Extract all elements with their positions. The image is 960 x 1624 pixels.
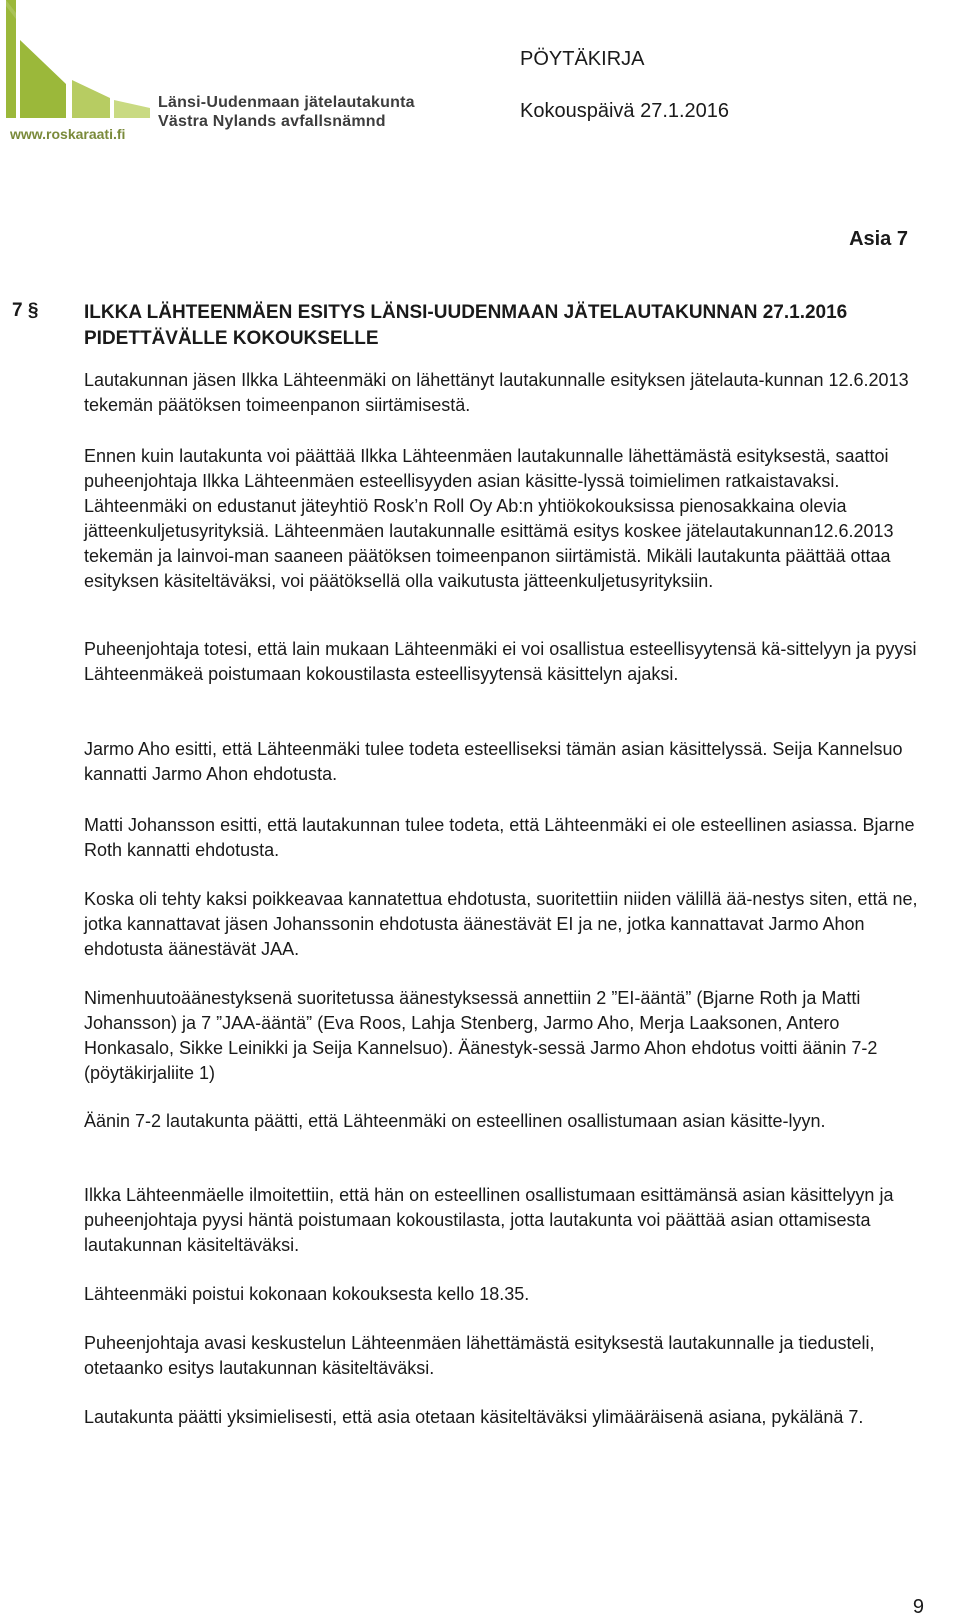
agenda-item-label: Asia 7 — [849, 228, 908, 250]
logo-website: www.roskaraati.fi — [10, 126, 126, 142]
paragraph: Lautakunnan jäsen Ilkka Lähteenmäki on lähettänyt lautakunnalle esityksen jätelauta-kunnan 12.6.2013 tekemän päätöksen toimeenpanon siirtämisestä. — [84, 370, 909, 415]
paragraph: Äänin 7-2 lautakunta päätti, että Lähteenmäki on esteellinen osallistumaan asian käsitte-lyyn. — [84, 1111, 826, 1131]
paragraph: Jarmo Aho esitti, että Lähteenmäki tulee todeta esteelliseksi tämän asian käsittelyssä. Seija Kannelsuo kannatti Jarmo Ahon ehdotusta. — [84, 739, 903, 784]
logo-name-swedish: Västra Nylands avfallsnämnd — [158, 113, 386, 130]
paragraph: Ennen kuin lautakunta voi päättää Ilkka Lähteenmäen lautakunnalle lähettämästä esityksestä, saattoi puheenjohtaja Ilkka Lähteenmäen esteellisyyden asian käsitte-lyssä toimielimen ratkaistavaksi. Lähteenmäki on edustanut jäteyhtiö Rosk’n Roll Oy Ab:n yhtiökokouksissa pienosakkaina olevia jätteenkuljetusyrityksiä. Lähteenmäen lautakunnalle esittämä esitys koskee jätelautakunnan12.6.2013 tekemän ja lainvoi-man saaneen päätöksen toimeenpanon siirtämistä. Mikäli lautakunta päättää ottaa esityksen käsiteltäväksi, voi päätöksellä olla vaikutusta jätteenkuljetusyrityksiin. — [84, 446, 894, 591]
paragraph: Ilkka Lähteenmäelle ilmoitettiin, että hän on esteellinen osallistumaan esittämänsä asian käsittelyyn ja puheenjohtaja pyysi häntä poistumaan kokoustilasta, jotta lautakunta voi päättää asian ottamisesta lautakunnan käsiteltäväksi. — [84, 1185, 894, 1255]
paragraph: Lautakunta päätti yksimielisesti, että asia otetaan käsiteltäväksi ylimääräisenä asiana, pykälänä 7. — [84, 1407, 864, 1427]
section-title: ILKKA LÄHTEENMÄEN ESITYS LÄNSI-UUDENMAAN JÄTELAUTAKUNNAN 27.1.2016 PIDETTÄVÄLLE KOKOUKSELLE — [84, 302, 848, 349]
section-number: 7 § — [12, 300, 39, 321]
paragraph: Puheenjohtaja avasi keskustelun Lähteenmäen lähettämästä esityksestä lautakunnalle ja tiedusteli, otetaanko esitys lautakunnan käsiteltäväksi. — [84, 1333, 875, 1378]
paragraph: Nimenhuutoäänestyksenä suoritetussa äänestyksessä annettiin 2 ”EI-ääntä” (Bjarne Roth ja Matti Johansson) ja 7 ”JAA-ääntä” (Eva Roos, Lahja Stenberg, Jarmo Aho, Merja Laaksonen, Antero Honkasalo, Sikke Leinikki ja Seija Kannelsuo). Äänestyk-sessä Jarmo Ahon ehdotus voitti äänin 7-2 (pöytäkirjaliite 1) — [84, 988, 878, 1083]
paragraph: Koska oli tehty kaksi poikkeavaa kannatettua ehdotusta, suoritettiin niiden välillä ää-nestys siten, että ne, jotka kannattavat jäsen Johanssonin ehdotusta äänestävät EI ja ne, jotka kannattavat Jarmo Ahon ehdotusta äänestävät JAA. — [84, 889, 918, 959]
logo-name-finnish: Länsi-Uudenmaan jätelautakunta — [158, 94, 415, 111]
paragraph: Lähteenmäki poistui kokonaan kokouksesta kello 18.35. — [84, 1284, 530, 1304]
organization-logo — [6, 0, 436, 150]
document-type: PÖYTÄKIRJA — [520, 48, 645, 70]
logo-graphic — [6, 0, 156, 130]
paragraph: Matti Johansson esitti, että lautakunnan tulee todeta, että Lähteenmäki ei ole esteellinen asiassa. Bjarne Roth kannatti ehdotusta. — [84, 815, 915, 860]
page-number: 9 — [912, 1596, 924, 1618]
paragraph: Puheenjohtaja totesi, että lain mukaan Lähteenmäki ei voi osallistua esteellisyytensä kä-sittelyyn ja pyysi Lähteenmäkeä poistumaan kokoustilasta esteellisyytensä käsittelyn ajaksi. — [84, 639, 917, 684]
meeting-date: Kokouspäivä 27.1.2016 — [520, 100, 730, 122]
